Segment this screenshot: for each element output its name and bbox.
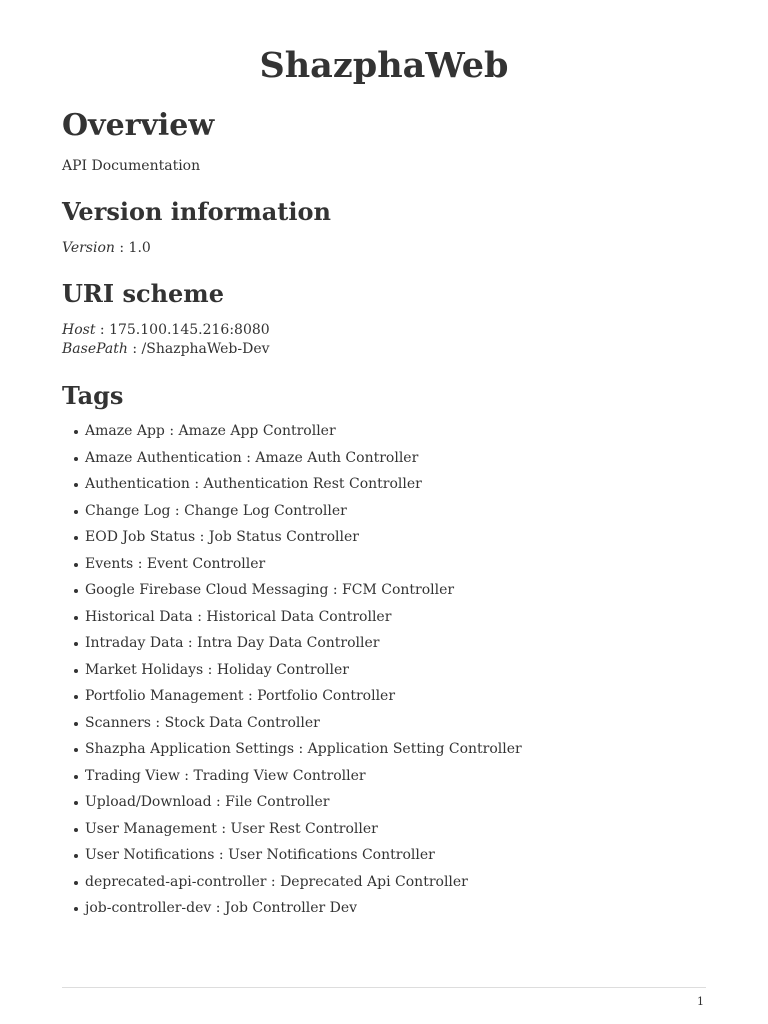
tag-item: Intraday Data : Intra Day Data Controller xyxy=(62,634,706,661)
tag-item: Upload/Download : File Controller xyxy=(62,793,706,820)
tag-item: Amaze Authentication : Amaze Auth Controller xyxy=(62,449,706,476)
tag-item: deprecated-api-controller : Deprecated Api Controller xyxy=(62,873,706,900)
document-title: ShazphaWeb xyxy=(259,45,509,86)
overview-description: API Documentation xyxy=(62,158,201,174)
version-information-heading: Version information xyxy=(62,197,331,226)
tag-item: Market Holidays : Holiday Controller xyxy=(62,661,706,688)
basepath-label: BasePath xyxy=(62,341,128,357)
version-label: Version xyxy=(62,240,115,256)
tag-item: Scanners : Stock Data Controller xyxy=(62,714,706,741)
tag-item: Portfolio Management : Portfolio Controller xyxy=(62,687,706,714)
tag-item: Shazpha Application Settings : Application Setting Controller xyxy=(62,740,706,767)
tag-item: Historical Data : Historical Data Controller xyxy=(62,608,706,635)
basepath-separator: : xyxy=(127,341,142,357)
tags-list xyxy=(62,422,706,926)
tag-item: EOD Job Status : Job Status Controller xyxy=(62,528,706,555)
tag-item: User Notifications : User Notifications Controller xyxy=(62,846,706,873)
uri-scheme-block xyxy=(62,321,270,359)
version-line xyxy=(62,239,151,258)
tag-item: Authentication : Authentication Rest Controller xyxy=(62,475,706,502)
tag-item: Amaze App : Amaze App Controller xyxy=(62,422,706,449)
tag-item: Events : Event Controller xyxy=(62,555,706,582)
host-separator: : xyxy=(95,322,110,338)
host-label: Host xyxy=(62,322,96,338)
version-separator: : xyxy=(114,240,129,256)
tag-item: Google Firebase Cloud Messaging : FCM Controller xyxy=(62,581,706,608)
uri-scheme-heading: URI scheme xyxy=(62,279,224,308)
tags-heading: Tags xyxy=(62,381,124,410)
tag-item: Trading View : Trading View Controller xyxy=(62,767,706,794)
basepath-line xyxy=(62,341,270,357)
tag-item: User Management : User Rest Controller xyxy=(62,820,706,847)
host-line xyxy=(62,322,270,338)
tag-item: Change Log : Change Log Controller xyxy=(62,502,706,529)
overview-heading: Overview xyxy=(62,108,215,143)
page-number: 1 xyxy=(697,995,704,1008)
version-value: 1.0 xyxy=(128,240,151,256)
tag-item: job-controller-dev : Job Controller Dev xyxy=(62,899,706,926)
basepath-value: /ShazphaWeb-Dev xyxy=(141,341,270,357)
host-value: 175.100.145.216:8080 xyxy=(109,322,270,338)
footer-divider xyxy=(62,987,706,988)
